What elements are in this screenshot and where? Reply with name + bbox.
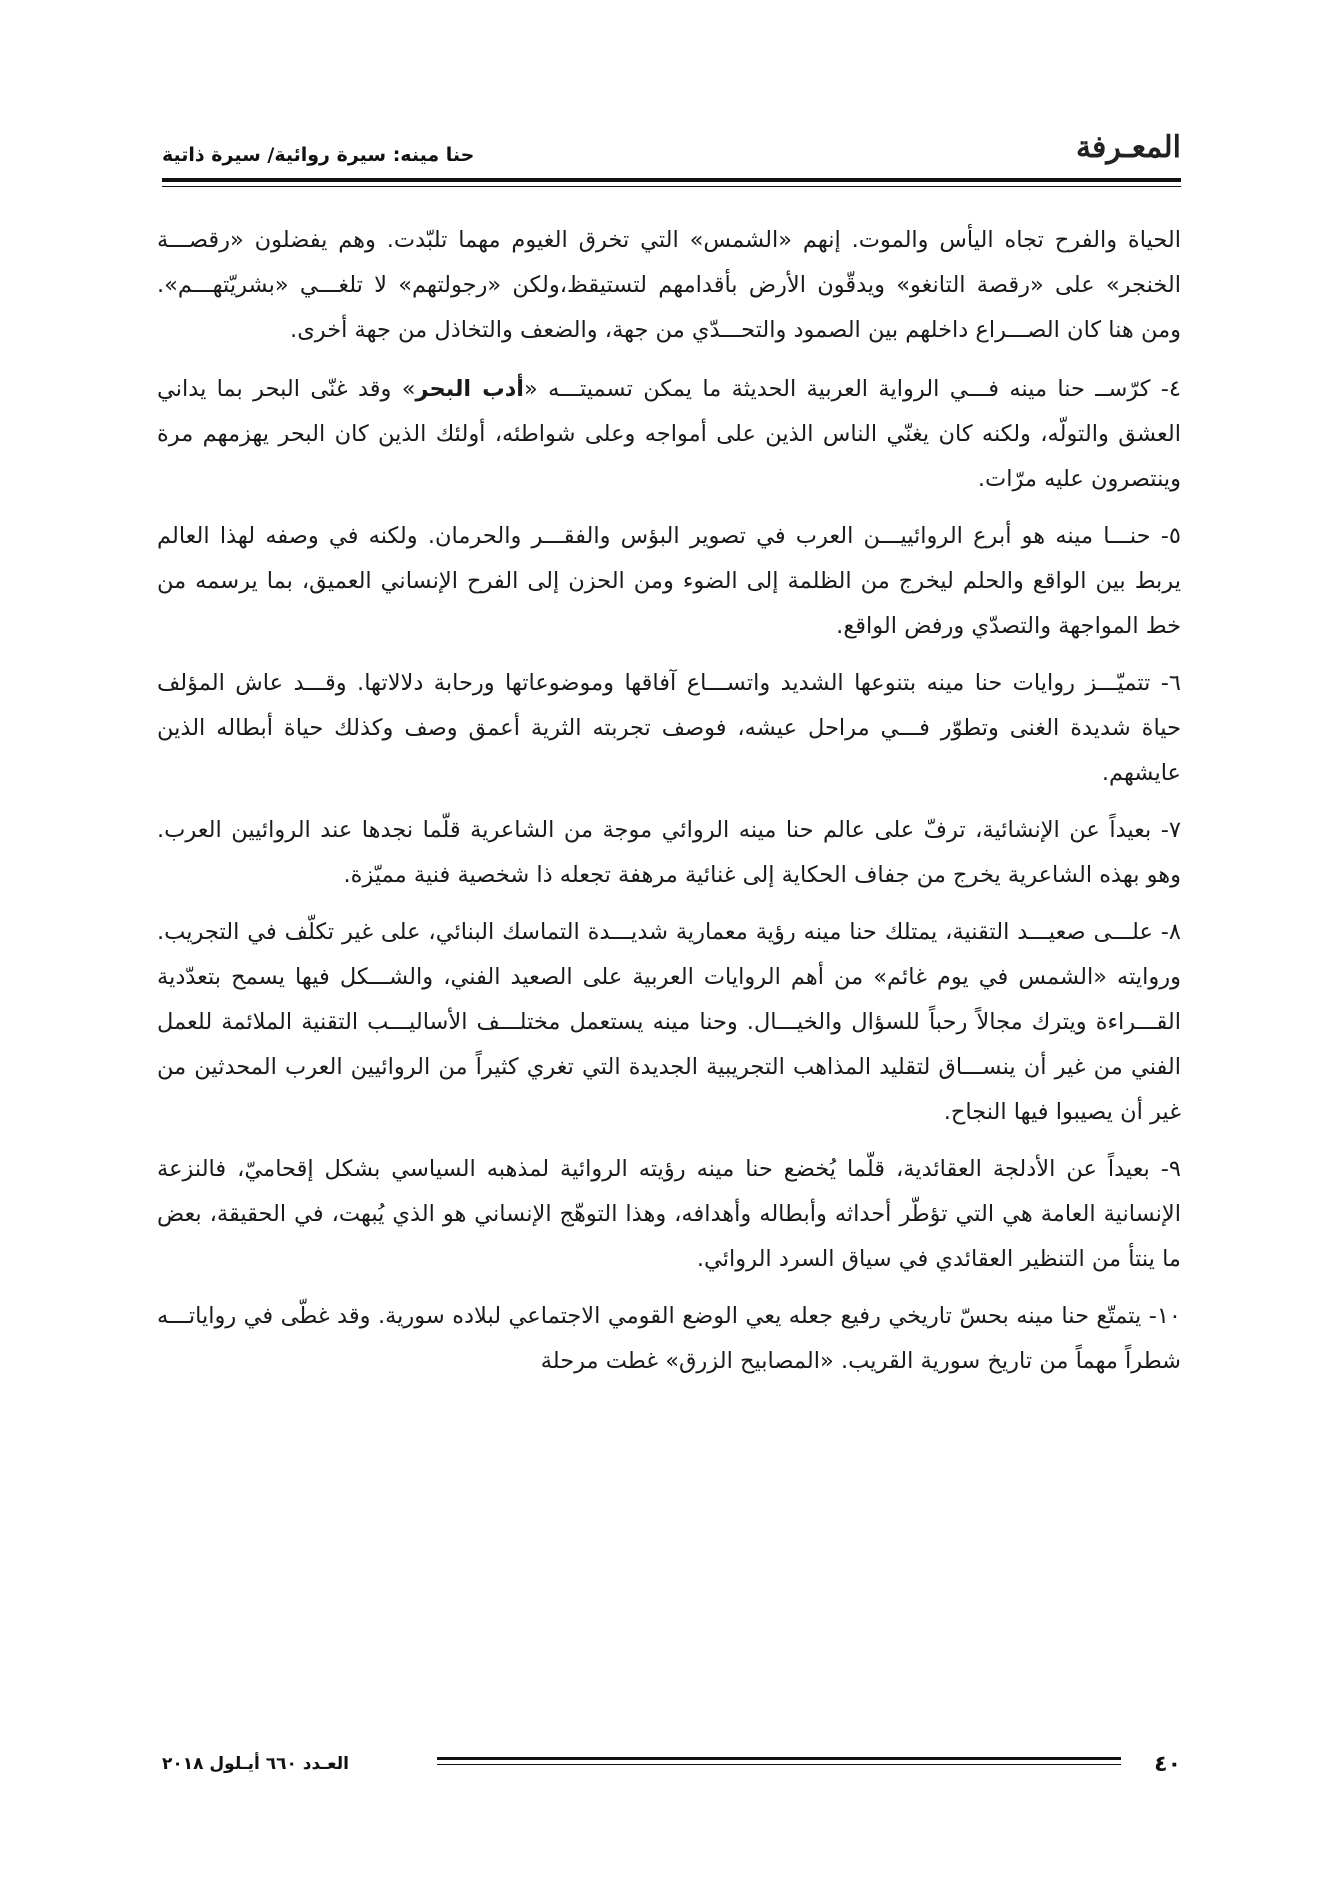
page-footer <box>162 1752 1181 1782</box>
paragraph: ٩- بعيداً عن الأدلجة العقائدية، قلّما يُخضع حنا مينه رؤيته الروائية لمذهبه السياسي بشكل إقحاميّ، فالنزعة الإنسانية العامة هي التي تؤطّر أحداثه وأبطاله وأهدافه، وهذا التوهّج الإنساني هو الذي يُبهت، في الحقيقة، بعض ما ينتأ من التنظير العقائدي في سياق السرد الروائي. <box>157 1156 1181 1272</box>
header-divider-thin <box>162 186 1181 187</box>
paragraph <box>157 367 1181 502</box>
header-divider <box>162 178 1181 182</box>
running-title: حنا مينه: سيرة روائية/ سيرة ذاتية <box>162 144 475 166</box>
issue-info: العـدد ٦٦٠ أيـلول ٢٠١٨ <box>162 1754 349 1774</box>
magazine-logo: المعـرفة <box>1075 130 1181 165</box>
paragraph: ٧- بعيداً عن الإنشائية، ترفّ على عالم حنا مينه الروائي موجة من الشاعرية قلّما نجدها عند الروائيين العرب. وهو بهذه الشاعرية يخرج من جفاف الحكاية إلى غنائية مرهفة تجعله ذا شخصية فنية مميّزة. <box>157 817 1181 888</box>
article-body <box>157 218 1181 1678</box>
page-header <box>162 130 1181 180</box>
paragraph: ٨- علـــى صعيـــد التقنية، يمتلك حنا مينه رؤية معمارية شديـــدة التماسك البنائي، على غير تكلّف في التجريب. وروايته «الشمس في يوم غائم» من أهم الروايات العربية على الصعيد الفني، والشـــكل فيها يسمح بتعدّدية القـــراءة ويترك مجالاً رحباً للسؤال والخيـــال. وحنا مينه يستعمل مختلـــف الأساليـــب التقنية الملائمة للعمل الفني من غير أن ينســـاق لتقليد المذاهب التجريبية الجديدة التي تغري كثيراً من الروائيين العرب المحدثين من غير أن يصيبوا فيها النجاح. <box>157 919 1181 1125</box>
paragraph-text: » وقد غنّى البحر بما يداني العشق والتولّه، ولكنه كان يغنّي الناس الذين على أمواجه وعلى شواطئه، أولئك الذين كان البحر يهزمهم مرة وينتصرون عليه مرّات. <box>157 376 1181 492</box>
page-number: ٤٠ <box>1154 1752 1181 1777</box>
bold-term: أدب البحر <box>415 376 525 402</box>
paragraph: ١٠- يتمتّع حنا مينه بحسّ تاريخي رفيع جعله يعي الوضع القومي الاجتماعي لبلاده سورية. وقد غطّى في رواياتـــه شطراً مهماً من تاريخ سورية القريب. «المصابيح الزرق» غطت مرحلة <box>157 1303 1181 1374</box>
paragraph: الحياة والفرح تجاه اليأس والموت. إنهم «الشمس» التي تخرق الغيوم مهما تلبّدت. وهم يفضلون «رقصـــة الخنجر» على «رقصة التانغو» ويدقّون الأرض بأقدامهم لتستيقظ،ولكن «رجولتهم» لا تلغـــي «بشريّتهـــم». ومن هنا كان الصـــراع داخلهم بين الصمود والتحـــدّي من جهة، والضعف والتخاذل من جهة أخرى. <box>157 227 1181 343</box>
paragraph: ٦- تتميّـــز روايات حنا مينه بتنوعها الشديد واتســـاع آفاقها وموضوعاتها ورحابة دلالاتها. وقـــد عاش المؤلف حياة شديدة الغنى وتطوّر فـــي مراحل عيشه، فوصف تجربته الثرية أعمق وصف وكذلك حياة أبطاله الذين عايشهم. <box>157 670 1181 786</box>
paragraph-text: ٤- كرّســ حنا مينه فـــي الرواية العربية الحديثة ما يمكن تسميتـــه « <box>524 376 1181 402</box>
paragraph: ٥- حنـــا مينه هو أبرع الروائييـــن العرب في تصوير البؤس والفقـــر والحرمان. ولكنه في وصفه لهذا العالم يربط بين الواقع والحلم ليخرج من الظلمة إلى الضوء ومن الحزن إلى الفرح الإنساني العميق، بما يرسمه من خط المواجهة والتصدّي ورفض الواقع. <box>157 523 1181 639</box>
